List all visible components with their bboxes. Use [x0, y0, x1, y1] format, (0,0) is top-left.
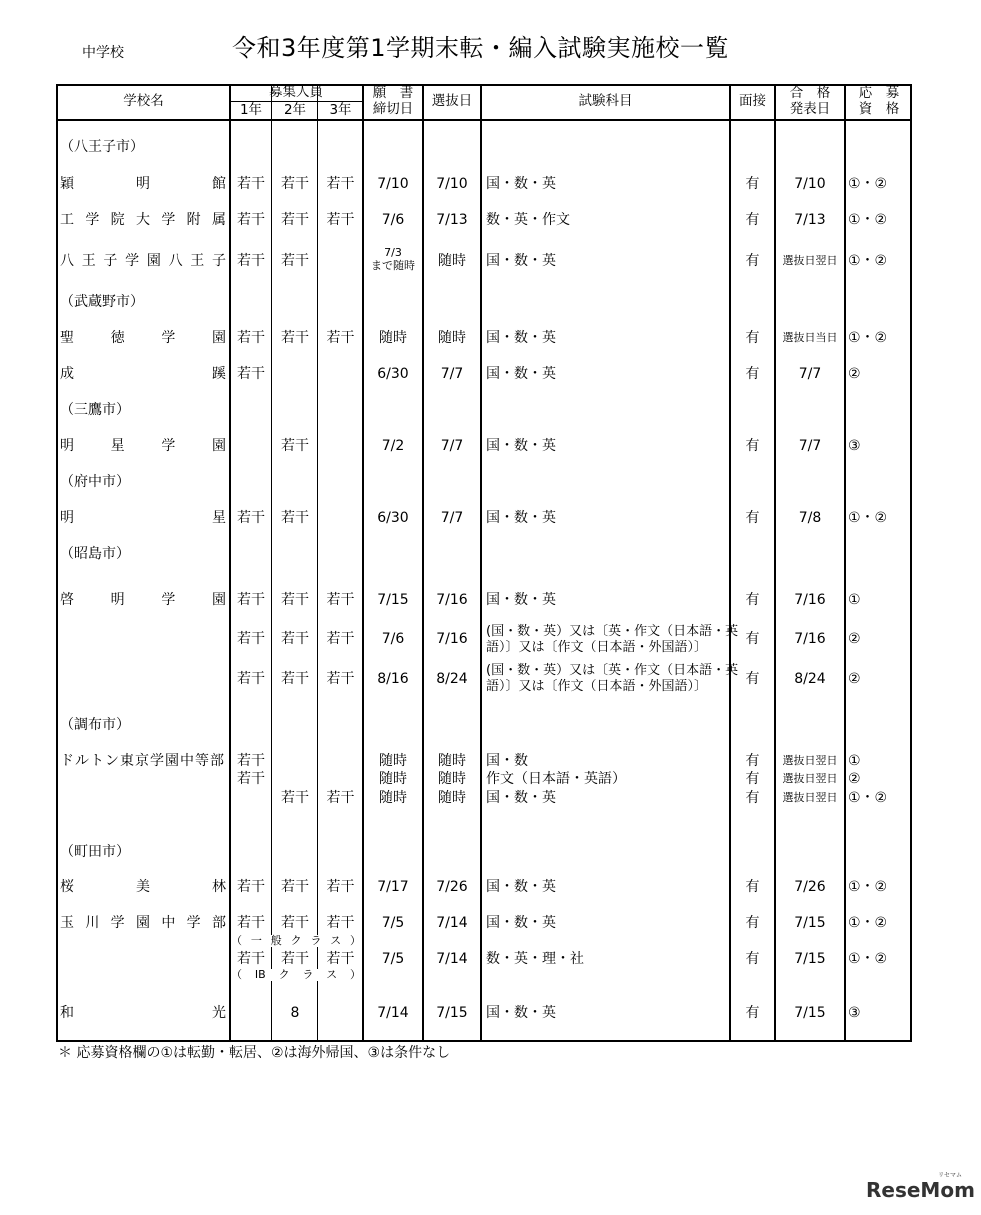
qualification: ①・②	[848, 879, 888, 895]
interview: 有	[745, 176, 760, 192]
deadline: 8/16	[377, 671, 409, 687]
grade-1-count: 若干	[237, 771, 265, 787]
grade-1-count: 若干	[237, 753, 265, 769]
grade-3-count: 若干	[326, 212, 355, 228]
resemom-logo-kana: リセマム	[938, 1172, 962, 1179]
header-deadline: 願 書	[372, 85, 414, 101]
subjects: 国・数・英	[486, 438, 556, 454]
qualification: ③	[848, 1005, 861, 1021]
interview: 有	[745, 438, 760, 454]
exam-date: 7/26	[436, 879, 468, 895]
grade-3-count: 若干	[326, 176, 355, 192]
grade-2-count: 若干	[281, 915, 309, 931]
interview: 有	[745, 592, 760, 608]
subjects: 国・数・英	[486, 366, 556, 382]
deadline: 7/17	[377, 879, 409, 895]
interview: 有	[745, 1005, 760, 1021]
deadline: 随時	[379, 753, 407, 769]
grade-1-count: 若干	[237, 592, 265, 608]
city-label: （昭島市）	[60, 546, 130, 562]
grade-1-count: 若干	[237, 212, 265, 228]
header-grade-3: 3年	[329, 102, 352, 118]
result-date: 7/15	[794, 1005, 826, 1021]
header-result-2: 発表日	[789, 101, 831, 117]
subjects: 国・数・英	[486, 879, 556, 895]
qualification: ①・②	[848, 510, 888, 526]
city-label: （三鷹市）	[60, 402, 130, 418]
column-divider	[317, 84, 318, 1042]
result-date: 選抜日翌日	[782, 754, 838, 767]
deadline: 7/6	[381, 631, 405, 647]
school-name: ドルトン東京学園中等部	[60, 753, 225, 769]
subjects: 作文（日本語・英語）	[486, 771, 626, 787]
interview: 有	[745, 753, 760, 769]
class-note: （一般クラス）	[231, 934, 361, 947]
result-date: 7/7	[798, 366, 822, 382]
result-date: 選抜日当日	[782, 331, 838, 344]
class-note: （IBクラス）	[231, 968, 361, 981]
qualification: ①	[848, 592, 861, 608]
subjects: (国・数・英）又は〔英・作文（日本語・英	[486, 624, 739, 639]
city-label: （武蔵野市）	[60, 294, 144, 310]
subjects: (国・数・英）又は〔英・作文（日本語・英	[486, 663, 739, 678]
subjects: 数・英・作文	[486, 212, 570, 228]
result-date: 7/15	[794, 951, 826, 967]
qualification: ②	[848, 631, 861, 647]
interview: 有	[745, 212, 760, 228]
grade-2-count: 若干	[281, 879, 309, 895]
result-date: 7/15	[794, 915, 826, 931]
header-grade-2: 2年	[283, 102, 307, 118]
interview: 有	[745, 366, 760, 382]
deadline: 7/5	[381, 951, 405, 967]
grade-2-count: 若干	[281, 671, 309, 687]
grade-2-count: 若干	[281, 212, 309, 228]
exam-date: 7/14	[436, 951, 468, 967]
exam-date: 7/7	[440, 438, 464, 454]
subjects-continued: 語）〕又は〔作文（日本語・外国語）〕	[486, 640, 708, 655]
deadline: 7/6	[381, 212, 405, 228]
grade-2-count: 若干	[281, 951, 309, 967]
subjects: 国・数・英	[486, 790, 556, 806]
grade-3-count: 若干	[326, 592, 355, 608]
grade-3-count: 若干	[326, 631, 355, 647]
exam-date: 7/14	[436, 915, 468, 931]
grade-1-count: 若干	[237, 879, 265, 895]
result-date: 7/26	[794, 879, 826, 895]
subjects: 国・数・英	[486, 915, 556, 931]
grade-2-count: 若干	[281, 631, 309, 647]
header-qualification: 応 募	[858, 85, 900, 101]
interview: 有	[745, 951, 760, 967]
exam-date: 7/7	[440, 366, 464, 382]
city-label: （調布市）	[60, 717, 130, 733]
grade-1-count: 若干	[237, 510, 265, 526]
header-deadline-2: 締切日	[372, 101, 414, 117]
school-name: 桜美林	[60, 879, 226, 895]
grade-2-count: 若干	[281, 253, 309, 269]
grade-3-count: 若干	[326, 951, 355, 967]
school-name: 玉川学園中学部	[60, 915, 226, 931]
subjects-continued: 語）〕又は〔作文（日本語・外国語）〕	[486, 679, 708, 694]
school-name: 工学院大学附属	[60, 212, 226, 228]
grade-2-count: 若干	[281, 592, 309, 608]
interview: 有	[745, 879, 760, 895]
school-name: 穎明館	[60, 176, 226, 192]
exam-date: 7/16	[436, 631, 468, 647]
deadline-note: まで随時	[371, 259, 415, 272]
header-qualification-2: 資 格	[858, 101, 900, 117]
city-label: （府中市）	[60, 474, 130, 490]
footnote: ＊ 応募資格欄の①は転勤・転居、②は海外帰国、③は条件なし	[58, 1045, 451, 1061]
deadline: 7/3	[384, 246, 402, 259]
exam-date: 随時	[438, 771, 466, 787]
exam-date: 7/13	[436, 212, 468, 228]
interview: 有	[745, 915, 760, 931]
school-name: 和光	[60, 1005, 226, 1021]
column-divider	[480, 84, 482, 1042]
qualification: ①・②	[848, 176, 888, 192]
grade-1-count: 若干	[237, 366, 265, 382]
exam-date: 随時	[438, 253, 466, 269]
header-subjects: 試験科目	[578, 93, 633, 109]
result-date: 7/10	[794, 176, 826, 192]
school-name: 明星	[60, 510, 226, 526]
deadline: 随時	[379, 330, 407, 346]
interview: 有	[745, 253, 760, 269]
header-underline	[56, 119, 912, 121]
interview: 有	[745, 790, 760, 806]
subjects: 国・数・英	[486, 1005, 556, 1021]
exam-date: 随時	[438, 330, 466, 346]
exam-date: 随時	[438, 753, 466, 769]
school-name: 成蹊	[60, 366, 226, 382]
qualification: ②	[848, 771, 861, 787]
header-grade-1: 1年	[239, 102, 263, 118]
subjects: 国・数・英	[486, 510, 556, 526]
page-title: 令和3年度第1学期末転・編入試験実施校一覧	[232, 34, 730, 62]
deadline: 7/10	[377, 176, 409, 192]
subjects: 国・数	[486, 753, 528, 769]
grade-2-count: 若干	[281, 438, 309, 454]
qualification: ①・②	[848, 790, 888, 806]
grade-3-count: 若干	[326, 790, 355, 806]
result-date: 選抜日翌日	[782, 791, 838, 804]
exam-date: 7/10	[436, 176, 468, 192]
deadline: 6/30	[377, 510, 409, 526]
school-category: 中学校	[82, 45, 124, 61]
school-name: 八王子学園八王子	[60, 253, 226, 269]
grade-3-count: 若干	[326, 671, 355, 687]
deadline: 随時	[379, 790, 407, 806]
grade-1-count: 若干	[237, 671, 265, 687]
result-date: 7/7	[798, 438, 822, 454]
deadline: 6/30	[377, 366, 409, 382]
grade-1-count: 若干	[237, 176, 265, 192]
qualification: ①	[848, 753, 861, 769]
subjects: 数・英・理・社	[486, 951, 584, 967]
resemom-logo: ReseMom	[866, 1178, 975, 1202]
header-school-name: 学校名	[123, 93, 164, 109]
grade-1-count: 若干	[237, 253, 265, 269]
grade-3-count: 若干	[326, 915, 355, 931]
interview: 有	[745, 631, 760, 647]
deadline: 随時	[379, 771, 407, 787]
grade-1-count: 若干	[237, 915, 265, 931]
exam-date: 7/7	[440, 510, 464, 526]
deadline: 7/15	[377, 592, 409, 608]
deadline: 7/2	[381, 438, 405, 454]
exam-date: 7/15	[436, 1005, 468, 1021]
qualification: ①・②	[848, 951, 888, 967]
grade-2-count: 若干	[281, 176, 309, 192]
column-divider	[271, 84, 272, 1042]
header-result: 合 格	[789, 85, 831, 101]
grade-2-count: 若干	[281, 330, 309, 346]
grade-2-count: 8	[290, 1005, 300, 1021]
deadline: 7/14	[377, 1005, 409, 1021]
grade-1-count: 若干	[237, 951, 265, 967]
grade-1-count: 若干	[237, 330, 265, 346]
subjects: 国・数・英	[486, 176, 556, 192]
qualification: ②	[848, 366, 861, 382]
grade-1-count: 若干	[237, 631, 265, 647]
subjects: 国・数・英	[486, 253, 556, 269]
interview: 有	[745, 671, 760, 687]
qualification: ①・②	[848, 212, 888, 228]
qualification: ②	[848, 671, 861, 687]
column-divider	[844, 84, 846, 1042]
city-label: （町田市）	[60, 844, 130, 860]
interview: 有	[745, 510, 760, 526]
interview: 有	[745, 330, 760, 346]
grade-2-count: 若干	[281, 790, 309, 806]
school-name: 啓明学園	[60, 592, 226, 608]
result-date: 8/24	[794, 671, 826, 687]
qualification: ③	[848, 438, 861, 454]
result-date: 選抜日翌日	[782, 772, 838, 785]
qualification: ①・②	[848, 330, 888, 346]
header-interview: 面接	[739, 93, 766, 109]
exam-date: 8/24	[436, 671, 468, 687]
grade-2-count: 若干	[281, 510, 309, 526]
qualification: ①・②	[848, 253, 888, 269]
header-recruit: 募集人員	[269, 84, 323, 100]
result-date: 7/16	[794, 631, 826, 647]
school-name: 聖徳学園	[60, 330, 226, 346]
exam-date: 7/16	[436, 592, 468, 608]
result-date: 7/13	[794, 212, 826, 228]
result-date: 7/16	[794, 592, 826, 608]
header-exam-date: 選抜日	[431, 93, 473, 109]
city-label: （八王子市）	[60, 139, 144, 155]
interview: 有	[745, 771, 760, 787]
grade-3-count: 若干	[326, 879, 355, 895]
grade-3-count: 若干	[326, 330, 355, 346]
deadline: 7/5	[381, 915, 405, 931]
subjects: 国・数・英	[486, 330, 556, 346]
exam-date: 随時	[438, 790, 466, 806]
result-date: 選抜日翌日	[782, 254, 838, 267]
qualification: ①・②	[848, 915, 888, 931]
subjects: 国・数・英	[486, 592, 556, 608]
result-date: 7/8	[798, 510, 822, 526]
school-name: 明星学園	[60, 438, 226, 454]
